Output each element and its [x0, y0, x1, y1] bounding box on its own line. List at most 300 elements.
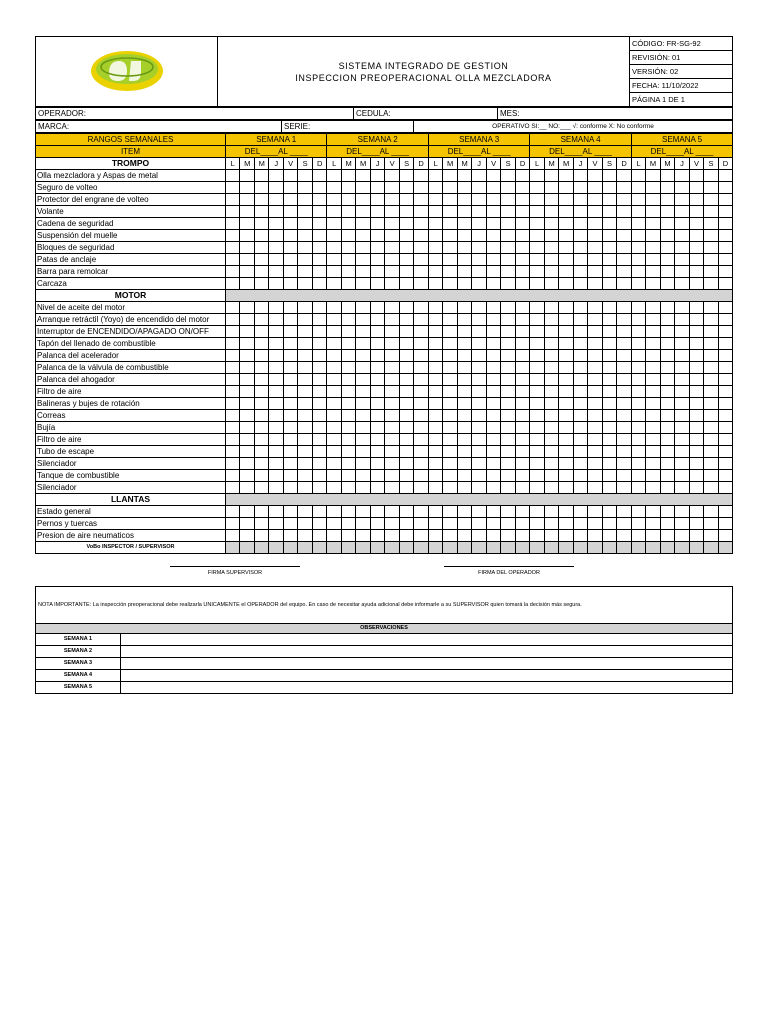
- check-cell[interactable]: [399, 422, 413, 434]
- obs-field[interactable]: [121, 658, 733, 670]
- check-cell[interactable]: [283, 182, 297, 194]
- check-cell[interactable]: [269, 242, 283, 254]
- check-cell[interactable]: [269, 314, 283, 326]
- check-cell[interactable]: [457, 206, 471, 218]
- check-cell[interactable]: [617, 194, 632, 206]
- check-cell[interactable]: [646, 350, 660, 362]
- check-cell[interactable]: [559, 530, 573, 542]
- check-cell[interactable]: [486, 422, 500, 434]
- check-cell[interactable]: [254, 278, 268, 290]
- check-cell[interactable]: [573, 218, 587, 230]
- check-cell[interactable]: [704, 266, 718, 278]
- check-cell[interactable]: [660, 530, 674, 542]
- check-cell[interactable]: [588, 266, 602, 278]
- check-cell[interactable]: [689, 422, 703, 434]
- check-cell[interactable]: [283, 230, 297, 242]
- check-cell[interactable]: [240, 206, 254, 218]
- check-cell[interactable]: [515, 170, 530, 182]
- check-cell[interactable]: [240, 230, 254, 242]
- vobo-cell[interactable]: [327, 542, 341, 554]
- check-cell[interactable]: [646, 194, 660, 206]
- check-cell[interactable]: [631, 182, 645, 194]
- check-cell[interactable]: [472, 434, 486, 446]
- vobo-cell[interactable]: [631, 542, 645, 554]
- check-cell[interactable]: [443, 470, 457, 482]
- check-cell[interactable]: [617, 326, 632, 338]
- check-cell[interactable]: [646, 182, 660, 194]
- check-cell[interactable]: [370, 482, 384, 494]
- check-cell[interactable]: [428, 218, 442, 230]
- check-cell[interactable]: [544, 446, 558, 458]
- vobo-cell[interactable]: [588, 542, 602, 554]
- check-cell[interactable]: [573, 338, 587, 350]
- check-cell[interactable]: [486, 398, 500, 410]
- check-cell[interactable]: [370, 278, 384, 290]
- check-cell[interactable]: [689, 170, 703, 182]
- check-cell[interactable]: [428, 350, 442, 362]
- check-cell[interactable]: [573, 302, 587, 314]
- check-cell[interactable]: [646, 302, 660, 314]
- check-cell[interactable]: [240, 386, 254, 398]
- check-cell[interactable]: [588, 434, 602, 446]
- check-cell[interactable]: [312, 218, 327, 230]
- check-cell[interactable]: [631, 434, 645, 446]
- check-cell[interactable]: [370, 314, 384, 326]
- check-cell[interactable]: [269, 182, 283, 194]
- check-cell[interactable]: [312, 242, 327, 254]
- check-cell[interactable]: [530, 230, 544, 242]
- check-cell[interactable]: [341, 362, 355, 374]
- check-cell[interactable]: [312, 254, 327, 266]
- vobo-cell[interactable]: [341, 542, 355, 554]
- check-cell[interactable]: [312, 470, 327, 482]
- check-cell[interactable]: [704, 482, 718, 494]
- check-cell[interactable]: [283, 374, 297, 386]
- check-cell[interactable]: [385, 470, 399, 482]
- check-cell[interactable]: [544, 458, 558, 470]
- check-cell[interactable]: [269, 278, 283, 290]
- check-cell[interactable]: [689, 410, 703, 422]
- check-cell[interactable]: [443, 182, 457, 194]
- check-cell[interactable]: [588, 422, 602, 434]
- check-cell[interactable]: [269, 530, 283, 542]
- check-cell[interactable]: [414, 410, 429, 422]
- check-cell[interactable]: [399, 170, 413, 182]
- check-cell[interactable]: [269, 410, 283, 422]
- check-cell[interactable]: [631, 470, 645, 482]
- check-cell[interactable]: [327, 266, 341, 278]
- check-cell[interactable]: [385, 194, 399, 206]
- check-cell[interactable]: [472, 518, 486, 530]
- check-cell[interactable]: [515, 398, 530, 410]
- check-cell[interactable]: [704, 398, 718, 410]
- check-cell[interactable]: [515, 230, 530, 242]
- check-cell[interactable]: [559, 182, 573, 194]
- check-cell[interactable]: [573, 398, 587, 410]
- operador-field[interactable]: OPERADOR:: [36, 108, 354, 120]
- check-cell[interactable]: [588, 530, 602, 542]
- check-cell[interactable]: [283, 458, 297, 470]
- check-cell[interactable]: [646, 338, 660, 350]
- check-cell[interactable]: [254, 302, 268, 314]
- check-cell[interactable]: [298, 422, 312, 434]
- check-cell[interactable]: [399, 254, 413, 266]
- check-cell[interactable]: [341, 434, 355, 446]
- check-cell[interactable]: [414, 194, 429, 206]
- check-cell[interactable]: [486, 482, 500, 494]
- check-cell[interactable]: [660, 254, 674, 266]
- check-cell[interactable]: [501, 170, 515, 182]
- check-cell[interactable]: [312, 374, 327, 386]
- check-cell[interactable]: [631, 422, 645, 434]
- check-cell[interactable]: [327, 434, 341, 446]
- check-cell[interactable]: [689, 434, 703, 446]
- check-cell[interactable]: [312, 446, 327, 458]
- check-cell[interactable]: [399, 506, 413, 518]
- check-cell[interactable]: [573, 530, 587, 542]
- check-cell[interactable]: [327, 218, 341, 230]
- check-cell[interactable]: [660, 266, 674, 278]
- check-cell[interactable]: [660, 458, 674, 470]
- check-cell[interactable]: [602, 338, 616, 350]
- check-cell[interactable]: [718, 374, 733, 386]
- check-cell[interactable]: [298, 506, 312, 518]
- check-cell[interactable]: [414, 218, 429, 230]
- check-cell[interactable]: [559, 194, 573, 206]
- check-cell[interactable]: [414, 362, 429, 374]
- check-cell[interactable]: [588, 230, 602, 242]
- check-cell[interactable]: [704, 194, 718, 206]
- check-cell[interactable]: [530, 434, 544, 446]
- check-cell[interactable]: [385, 518, 399, 530]
- check-cell[interactable]: [617, 230, 632, 242]
- check-cell[interactable]: [544, 506, 558, 518]
- check-cell[interactable]: [660, 422, 674, 434]
- check-cell[interactable]: [283, 218, 297, 230]
- check-cell[interactable]: [370, 194, 384, 206]
- check-cell[interactable]: [226, 218, 240, 230]
- check-cell[interactable]: [602, 434, 616, 446]
- check-cell[interactable]: [501, 410, 515, 422]
- vobo-cell[interactable]: [602, 542, 616, 554]
- check-cell[interactable]: [341, 302, 355, 314]
- check-cell[interactable]: [240, 218, 254, 230]
- check-cell[interactable]: [414, 398, 429, 410]
- check-cell[interactable]: [530, 326, 544, 338]
- check-cell[interactable]: [240, 410, 254, 422]
- check-cell[interactable]: [428, 422, 442, 434]
- check-cell[interactable]: [226, 230, 240, 242]
- check-cell[interactable]: [704, 326, 718, 338]
- check-cell[interactable]: [718, 386, 733, 398]
- check-cell[interactable]: [399, 278, 413, 290]
- check-cell[interactable]: [704, 302, 718, 314]
- check-cell[interactable]: [298, 470, 312, 482]
- serie-field[interactable]: SERIE:: [282, 121, 414, 133]
- check-cell[interactable]: [226, 278, 240, 290]
- check-cell[interactable]: [718, 314, 733, 326]
- check-cell[interactable]: [283, 314, 297, 326]
- vobo-cell[interactable]: [675, 542, 689, 554]
- check-cell[interactable]: [472, 362, 486, 374]
- check-cell[interactable]: [327, 194, 341, 206]
- check-cell[interactable]: [559, 506, 573, 518]
- check-cell[interactable]: [399, 350, 413, 362]
- check-cell[interactable]: [617, 350, 632, 362]
- check-cell[interactable]: [559, 362, 573, 374]
- vobo-cell[interactable]: [530, 542, 544, 554]
- check-cell[interactable]: [457, 458, 471, 470]
- check-cell[interactable]: [559, 302, 573, 314]
- check-cell[interactable]: [269, 518, 283, 530]
- check-cell[interactable]: [254, 374, 268, 386]
- check-cell[interactable]: [646, 386, 660, 398]
- check-cell[interactable]: [602, 362, 616, 374]
- check-cell[interactable]: [559, 374, 573, 386]
- check-cell[interactable]: [646, 422, 660, 434]
- check-cell[interactable]: [501, 422, 515, 434]
- check-cell[interactable]: [298, 326, 312, 338]
- check-cell[interactable]: [689, 314, 703, 326]
- check-cell[interactable]: [544, 218, 558, 230]
- check-cell[interactable]: [428, 314, 442, 326]
- check-cell[interactable]: [457, 518, 471, 530]
- check-cell[interactable]: [283, 350, 297, 362]
- check-cell[interactable]: [399, 398, 413, 410]
- check-cell[interactable]: [226, 482, 240, 494]
- check-cell[interactable]: [269, 434, 283, 446]
- check-cell[interactable]: [283, 338, 297, 350]
- check-cell[interactable]: [530, 410, 544, 422]
- check-cell[interactable]: [530, 470, 544, 482]
- check-cell[interactable]: [573, 410, 587, 422]
- check-cell[interactable]: [327, 518, 341, 530]
- check-cell[interactable]: [515, 242, 530, 254]
- check-cell[interactable]: [327, 182, 341, 194]
- check-cell[interactable]: [573, 374, 587, 386]
- check-cell[interactable]: [240, 302, 254, 314]
- check-cell[interactable]: [443, 266, 457, 278]
- check-cell[interactable]: [443, 518, 457, 530]
- check-cell[interactable]: [675, 314, 689, 326]
- check-cell[interactable]: [573, 518, 587, 530]
- check-cell[interactable]: [631, 338, 645, 350]
- check-cell[interactable]: [631, 374, 645, 386]
- check-cell[interactable]: [588, 374, 602, 386]
- check-cell[interactable]: [559, 170, 573, 182]
- check-cell[interactable]: [617, 278, 632, 290]
- check-cell[interactable]: [341, 482, 355, 494]
- check-cell[interactable]: [269, 206, 283, 218]
- check-cell[interactable]: [573, 182, 587, 194]
- check-cell[interactable]: [689, 530, 703, 542]
- check-cell[interactable]: [602, 302, 616, 314]
- check-cell[interactable]: [675, 362, 689, 374]
- check-cell[interactable]: [646, 470, 660, 482]
- check-cell[interactable]: [327, 350, 341, 362]
- check-cell[interactable]: [704, 434, 718, 446]
- check-cell[interactable]: [689, 398, 703, 410]
- check-cell[interactable]: [385, 170, 399, 182]
- check-cell[interactable]: [559, 218, 573, 230]
- check-cell[interactable]: [588, 458, 602, 470]
- check-cell[interactable]: [515, 530, 530, 542]
- check-cell[interactable]: [457, 362, 471, 374]
- check-cell[interactable]: [254, 446, 268, 458]
- check-cell[interactable]: [298, 410, 312, 422]
- check-cell[interactable]: [370, 326, 384, 338]
- check-cell[interactable]: [254, 506, 268, 518]
- check-cell[interactable]: [428, 362, 442, 374]
- check-cell[interactable]: [457, 254, 471, 266]
- check-cell[interactable]: [414, 182, 429, 194]
- check-cell[interactable]: [457, 302, 471, 314]
- check-cell[interactable]: [544, 518, 558, 530]
- check-cell[interactable]: [356, 398, 370, 410]
- check-cell[interactable]: [472, 458, 486, 470]
- check-cell[interactable]: [675, 230, 689, 242]
- check-cell[interactable]: [704, 458, 718, 470]
- check-cell[interactable]: [544, 350, 558, 362]
- check-cell[interactable]: [631, 242, 645, 254]
- check-cell[interactable]: [573, 242, 587, 254]
- vobo-cell[interactable]: [399, 542, 413, 554]
- check-cell[interactable]: [298, 350, 312, 362]
- check-cell[interactable]: [312, 398, 327, 410]
- check-cell[interactable]: [399, 182, 413, 194]
- check-cell[interactable]: [515, 362, 530, 374]
- check-cell[interactable]: [631, 410, 645, 422]
- vobo-cell[interactable]: [718, 542, 733, 554]
- check-cell[interactable]: [486, 506, 500, 518]
- check-cell[interactable]: [486, 182, 500, 194]
- check-cell[interactable]: [501, 518, 515, 530]
- check-cell[interactable]: [631, 458, 645, 470]
- check-cell[interactable]: [298, 266, 312, 278]
- check-cell[interactable]: [443, 218, 457, 230]
- check-cell[interactable]: [472, 410, 486, 422]
- date-range-field[interactable]: DEL____AL ____: [226, 146, 327, 158]
- check-cell[interactable]: [298, 482, 312, 494]
- check-cell[interactable]: [385, 338, 399, 350]
- check-cell[interactable]: [254, 338, 268, 350]
- check-cell[interactable]: [486, 278, 500, 290]
- check-cell[interactable]: [704, 218, 718, 230]
- check-cell[interactable]: [530, 254, 544, 266]
- check-cell[interactable]: [602, 206, 616, 218]
- check-cell[interactable]: [689, 446, 703, 458]
- check-cell[interactable]: [226, 422, 240, 434]
- check-cell[interactable]: [675, 170, 689, 182]
- check-cell[interactable]: [602, 182, 616, 194]
- check-cell[interactable]: [501, 218, 515, 230]
- check-cell[interactable]: [689, 278, 703, 290]
- check-cell[interactable]: [544, 530, 558, 542]
- check-cell[interactable]: [414, 434, 429, 446]
- check-cell[interactable]: [457, 326, 471, 338]
- check-cell[interactable]: [428, 410, 442, 422]
- check-cell[interactable]: [704, 338, 718, 350]
- check-cell[interactable]: [704, 350, 718, 362]
- check-cell[interactable]: [602, 170, 616, 182]
- check-cell[interactable]: [269, 194, 283, 206]
- vobo-cell[interactable]: [226, 542, 240, 554]
- check-cell[interactable]: [254, 266, 268, 278]
- check-cell[interactable]: [312, 362, 327, 374]
- check-cell[interactable]: [226, 410, 240, 422]
- check-cell[interactable]: [660, 170, 674, 182]
- check-cell[interactable]: [486, 446, 500, 458]
- check-cell[interactable]: [631, 482, 645, 494]
- check-cell[interactable]: [559, 266, 573, 278]
- check-cell[interactable]: [226, 242, 240, 254]
- check-cell[interactable]: [370, 338, 384, 350]
- check-cell[interactable]: [283, 482, 297, 494]
- check-cell[interactable]: [283, 254, 297, 266]
- check-cell[interactable]: [414, 422, 429, 434]
- check-cell[interactable]: [327, 398, 341, 410]
- check-cell[interactable]: [385, 302, 399, 314]
- check-cell[interactable]: [675, 458, 689, 470]
- check-cell[interactable]: [370, 350, 384, 362]
- check-cell[interactable]: [457, 422, 471, 434]
- check-cell[interactable]: [385, 362, 399, 374]
- check-cell[interactable]: [298, 518, 312, 530]
- check-cell[interactable]: [530, 506, 544, 518]
- check-cell[interactable]: [226, 374, 240, 386]
- check-cell[interactable]: [356, 326, 370, 338]
- check-cell[interactable]: [341, 182, 355, 194]
- check-cell[interactable]: [385, 230, 399, 242]
- check-cell[interactable]: [370, 254, 384, 266]
- check-cell[interactable]: [486, 386, 500, 398]
- check-cell[interactable]: [240, 374, 254, 386]
- check-cell[interactable]: [240, 278, 254, 290]
- check-cell[interactable]: [631, 170, 645, 182]
- check-cell[interactable]: [356, 338, 370, 350]
- check-cell[interactable]: [530, 338, 544, 350]
- check-cell[interactable]: [327, 230, 341, 242]
- check-cell[interactable]: [544, 302, 558, 314]
- check-cell[interactable]: [501, 326, 515, 338]
- check-cell[interactable]: [428, 230, 442, 242]
- check-cell[interactable]: [689, 458, 703, 470]
- check-cell[interactable]: [472, 314, 486, 326]
- check-cell[interactable]: [414, 470, 429, 482]
- check-cell[interactable]: [689, 338, 703, 350]
- check-cell[interactable]: [356, 242, 370, 254]
- check-cell[interactable]: [501, 374, 515, 386]
- check-cell[interactable]: [501, 506, 515, 518]
- check-cell[interactable]: [515, 218, 530, 230]
- check-cell[interactable]: [443, 230, 457, 242]
- check-cell[interactable]: [443, 374, 457, 386]
- check-cell[interactable]: [573, 314, 587, 326]
- check-cell[interactable]: [312, 170, 327, 182]
- check-cell[interactable]: [631, 218, 645, 230]
- check-cell[interactable]: [226, 458, 240, 470]
- check-cell[interactable]: [472, 170, 486, 182]
- check-cell[interactable]: [544, 470, 558, 482]
- check-cell[interactable]: [414, 446, 429, 458]
- check-cell[interactable]: [298, 254, 312, 266]
- check-cell[interactable]: [370, 530, 384, 542]
- check-cell[interactable]: [443, 278, 457, 290]
- check-cell[interactable]: [385, 434, 399, 446]
- check-cell[interactable]: [617, 374, 632, 386]
- check-cell[interactable]: [544, 170, 558, 182]
- check-cell[interactable]: [341, 254, 355, 266]
